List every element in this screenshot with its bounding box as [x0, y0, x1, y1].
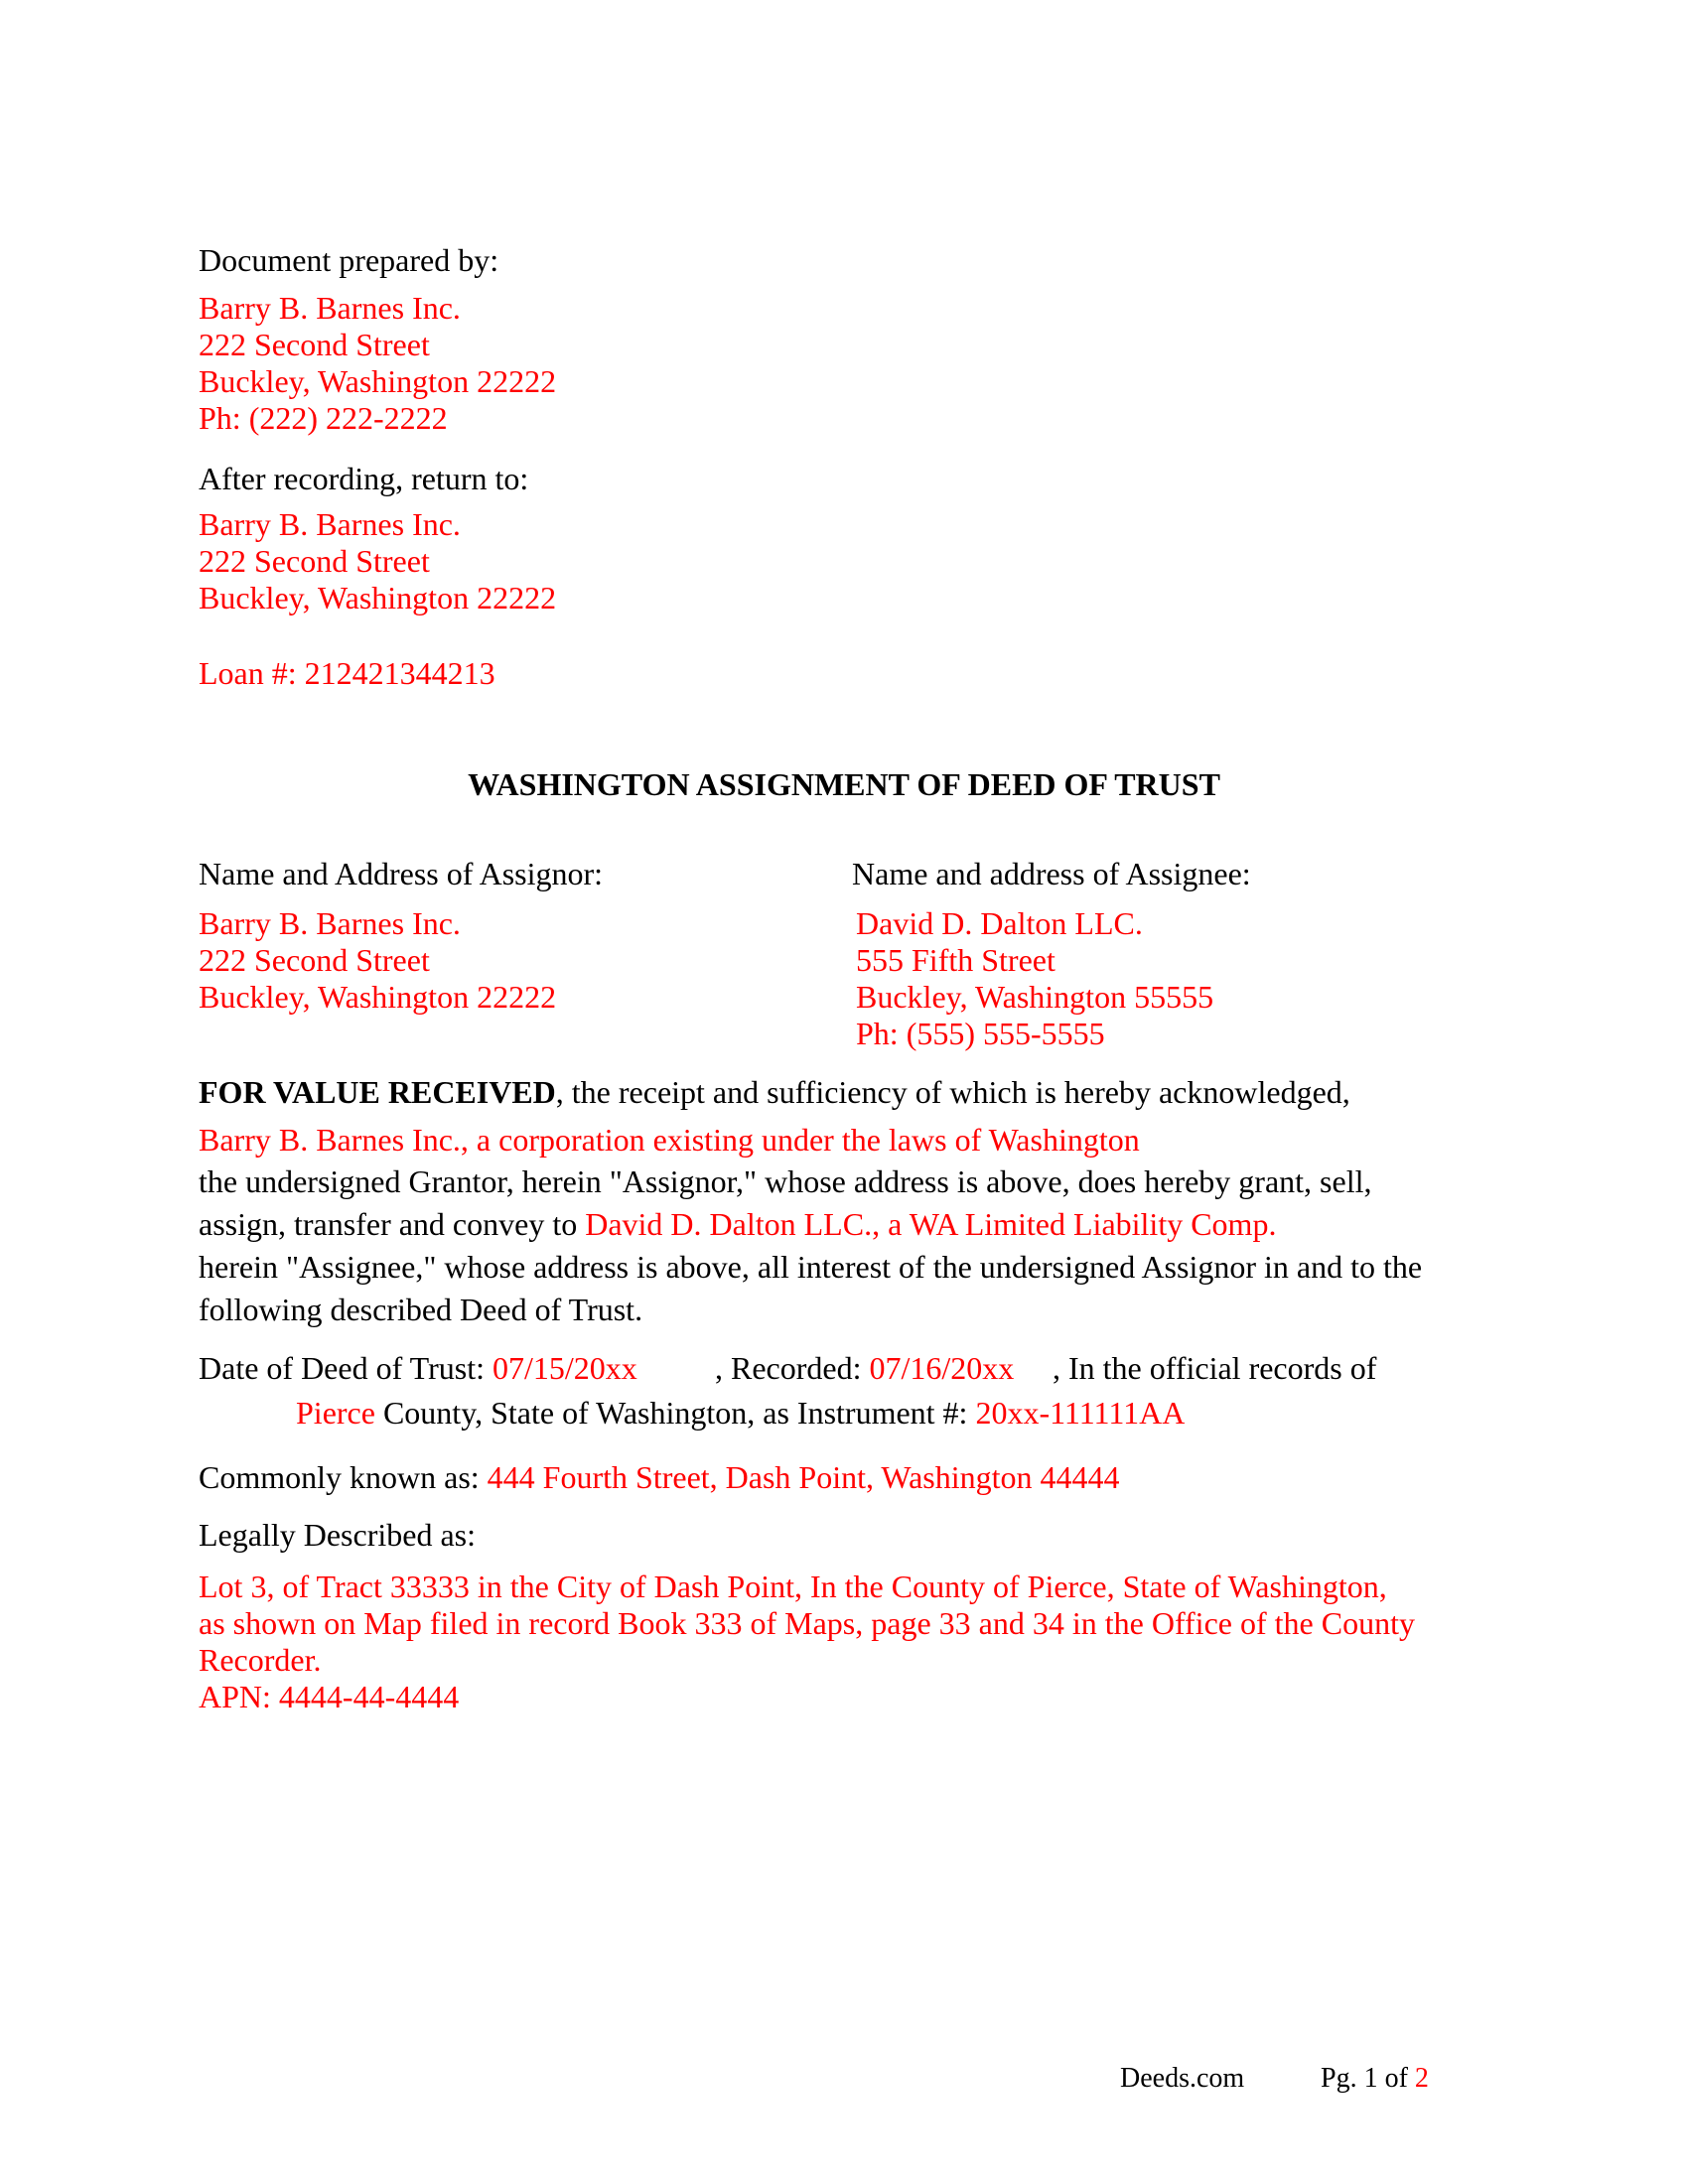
- assignor-line: Buckley, Washington 22222: [199, 979, 557, 1015]
- preparer-line: 222 Second Street: [199, 327, 430, 362]
- grantee-name: David D. Dalton LLC., a WA Limited Liability Comp.: [585, 1206, 1277, 1242]
- return-to-label: After recording, return to:: [199, 461, 529, 496]
- value-received-text: , the receipt and sufficiency of which is hereby acknowledged,: [555, 1074, 1350, 1110]
- legal-line: as shown on Map filed in record Book 333 of Maps, page 33 and 34 in the Office of the County: [199, 1605, 1415, 1641]
- county-value: Pierce: [296, 1395, 375, 1431]
- return-line: Barry B. Barnes Inc.: [199, 506, 461, 542]
- assignee-line: 555 Fifth Street: [856, 942, 1055, 978]
- page-prefix: Pg. 1 of: [1321, 2063, 1415, 2094]
- return-line: 222 Second Street: [199, 543, 430, 579]
- deed-date-line: [199, 1346, 637, 1390]
- legal-line: Recorder.: [199, 1642, 322, 1678]
- assignee-line: David D. Dalton LLC.: [856, 905, 1143, 941]
- body-line-4: [199, 1202, 1276, 1246]
- preparer-line: Barry B. Barnes Inc.: [199, 290, 461, 326]
- commonly-known-value: 444 Fourth Street, Dash Point, Washington 44444: [487, 1459, 1120, 1495]
- body-line-5: herein "Assignee," whose address is above, all interest of the undersigned Assignor in and to the: [199, 1249, 1423, 1285]
- page-number: [1321, 2063, 1429, 2095]
- assignee-line: Ph: (555) 555-5555: [856, 1016, 1105, 1051]
- body-line-3: the undersigned Grantor, herein "Assignor," whose address is above, does hereby grant, sell,: [199, 1163, 1372, 1199]
- assignee-label: Name and address of Assignee:: [852, 856, 1251, 891]
- commonly-known-label: Commonly known as:: [199, 1459, 488, 1495]
- preparer-address: [199, 290, 556, 437]
- assignee-address: [856, 905, 1213, 1052]
- recorded-value: 07/16/20xx: [869, 1350, 1015, 1386]
- legal-description-label: Legally Described as:: [199, 1517, 476, 1553]
- preparer-line: Ph: (222) 222-2222: [199, 400, 448, 436]
- assignor-label: Name and Address of Assignor:: [199, 856, 604, 891]
- apn-line: APN: 4444-44-4444: [199, 1679, 460, 1714]
- prepared-by-label: Document prepared by:: [199, 242, 499, 278]
- deed-date-label: Date of Deed of Trust:: [199, 1350, 492, 1386]
- document-title: WASHINGTON ASSIGNMENT OF DEED OF TRUST: [468, 766, 1220, 802]
- grantor-name: Barry B. Barnes Inc., a corporation existing under the laws of Washington: [199, 1122, 1140, 1158]
- legal-description: [199, 1569, 1415, 1715]
- value-received-heading: FOR VALUE RECEIVED: [199, 1074, 556, 1110]
- assignor-line: 222 Second Street: [199, 942, 430, 978]
- preparer-line: Buckley, Washington 22222: [199, 363, 557, 399]
- value-received-line: [199, 1070, 1350, 1114]
- footer-site: Deeds.com: [1120, 2063, 1245, 2094]
- return-to-address: [199, 506, 556, 616]
- county-line: [296, 1391, 1185, 1434]
- body-line-6: following described Deed of Trust.: [199, 1292, 643, 1327]
- assignee-line: Buckley, Washington 55555: [856, 979, 1214, 1015]
- deed-date-value: 07/15/20xx: [492, 1350, 637, 1386]
- loan-number: Loan #: 212421344213: [199, 655, 495, 691]
- assignor-address: [199, 905, 556, 1016]
- legal-line: Lot 3, of Tract 33333 in the City of Dash Point, In the County of Pierce, State of Washington,: [199, 1569, 1387, 1604]
- recorded-label: , Recorded:: [715, 1350, 870, 1386]
- assignor-line: Barry B. Barnes Inc.: [199, 905, 461, 941]
- recorded-line: [715, 1346, 1014, 1390]
- instrument-value: 20xx-111111AA: [975, 1395, 1186, 1431]
- return-line: Buckley, Washington 22222: [199, 580, 557, 615]
- page-total: 2: [1414, 2063, 1429, 2094]
- county-label: County, State of Washington, as Instrument #:: [374, 1395, 976, 1431]
- convey-text: assign, transfer and convey to: [199, 1206, 586, 1242]
- official-records-label: , In the official records of: [1053, 1350, 1377, 1386]
- commonly-known-line: [199, 1455, 1120, 1499]
